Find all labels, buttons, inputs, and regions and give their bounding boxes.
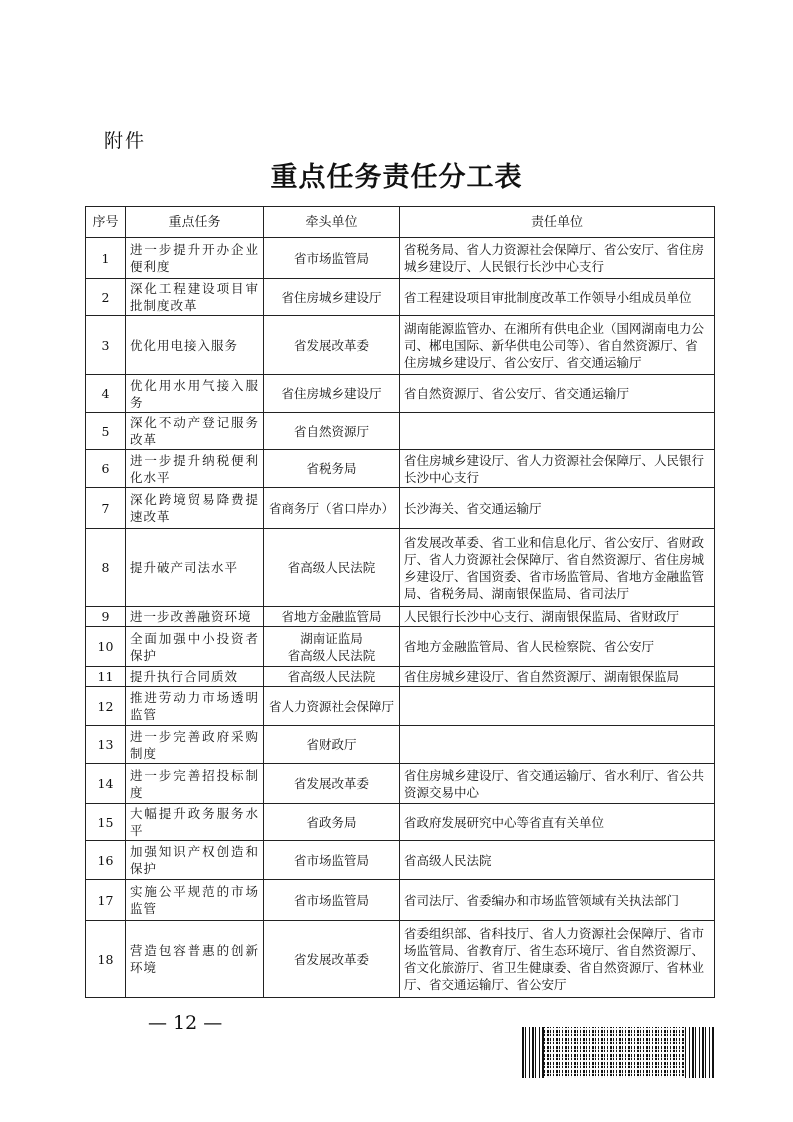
cell-responsible <box>400 413 715 450</box>
table-row <box>86 627 715 667</box>
cell-responsible: 湖南能源监管办、在湘所有供电企业（国网湖南电力公司、郴电国际、新华供电公司等）、省自然资源厅、省住房城乡建设厅、省公安厅、省交通运输厅 <box>400 316 715 375</box>
cell-task: 实施公平规范的市场监管 <box>126 880 264 921</box>
header-lead: 牵头单位 <box>264 207 400 238</box>
cell-task: 优化用水用气接入服务 <box>126 375 264 413</box>
table-row <box>86 238 715 279</box>
table-row <box>86 279 715 316</box>
cell-task: 全面加强中小投资者保护 <box>126 627 264 667</box>
cell-no: 12 <box>86 687 126 726</box>
cell-task: 提升破产司法水平 <box>126 529 264 607</box>
cell-lead: 省住房城乡建设厅 <box>264 279 400 316</box>
cell-task: 大幅提升政务服务水平 <box>126 804 264 841</box>
cell-no: 5 <box>86 413 126 450</box>
cell-task: 深化工程建设项目审批制度改革 <box>126 279 264 316</box>
cell-lead: 省政务局 <box>264 804 400 841</box>
cell-no: 14 <box>86 764 126 804</box>
cell-task: 营造包容普惠的创新环境 <box>126 921 264 998</box>
table-row <box>86 413 715 450</box>
barcode-pattern <box>544 1027 684 1078</box>
cell-lead: 省市场监管局 <box>264 238 400 279</box>
cell-responsible: 省工程建设项目审批制度改革工作领导小组成员单位 <box>400 279 715 316</box>
cell-responsible: 省高级人民法院 <box>400 841 715 880</box>
cell-responsible: 省住房城乡建设厅、省人力资源社会保障厅、人民银行长沙中心支行 <box>400 450 715 488</box>
cell-responsible: 长沙海关、省交通运输厅 <box>400 488 715 529</box>
cell-responsible: 省税务局、省人力资源社会保障厅、省公安厅、省住房城乡建设厅、人民银行长沙中心支行 <box>400 238 715 279</box>
cell-no: 1 <box>86 238 126 279</box>
cell-responsible: 省地方金融监管局、省人民检察院、省公安厅 <box>400 627 715 667</box>
table-row <box>86 488 715 529</box>
cell-task: 进一步改善融资环境 <box>126 607 264 627</box>
cell-no: 9 <box>86 607 126 627</box>
cell-lead: 省住房城乡建设厅 <box>264 375 400 413</box>
cell-no: 3 <box>86 316 126 375</box>
cell-no: 7 <box>86 488 126 529</box>
cell-lead <box>264 627 400 667</box>
page-title: 重点任务责任分工表 <box>270 162 523 193</box>
cell-task: 进一步完善政府采购制度 <box>126 726 264 764</box>
cell-lead: 省发展改革委 <box>264 764 400 804</box>
table-row <box>86 607 715 627</box>
cell-responsible <box>400 726 715 764</box>
cell-no: 8 <box>86 529 126 607</box>
cell-responsible: 省发展改革委、省工业和信息化厅、省公安厅、省财政厅、省人力资源社会保障厅、省自然资源厅、省住房城乡建设厅、省国资委、省市场监管局、省地方金融监管局、省税务局、湖南银保监局、省司法厅 <box>400 529 715 607</box>
table-row <box>86 316 715 375</box>
cell-task: 加强知识产权创造和保护 <box>126 841 264 880</box>
cell-task: 推进劳动力市场透明监管 <box>126 687 264 726</box>
header-responsible: 责任单位 <box>400 207 715 238</box>
cell-task: 深化跨境贸易降费提速改革 <box>126 488 264 529</box>
cell-no: 13 <box>86 726 126 764</box>
cell-no: 4 <box>86 375 126 413</box>
table-header-row <box>86 207 715 238</box>
table-row <box>86 529 715 607</box>
cell-lead: 省发展改革委 <box>264 316 400 375</box>
cell-responsible: 省住房城乡建设厅、省自然资源厅、湖南银保监局 <box>400 667 715 687</box>
cell-lead: 省税务局 <box>264 450 400 488</box>
table-row <box>86 726 715 764</box>
responsibility-table <box>85 206 715 998</box>
cell-task: 提升执行合同质效 <box>126 667 264 687</box>
table-row <box>86 764 715 804</box>
table-row <box>86 880 715 921</box>
cell-responsible: 省政府发展研究中心等省直有关单位 <box>400 804 715 841</box>
barcode-icon <box>522 1027 715 1078</box>
table-row <box>86 687 715 726</box>
cell-lead-line: 湖南证监局 <box>300 630 363 646</box>
table-row <box>86 375 715 413</box>
cell-no: 2 <box>86 279 126 316</box>
attachment-label: 附件 <box>104 130 147 152</box>
cell-lead-line: 省高级人民法院 <box>287 647 376 663</box>
cell-lead: 省市场监管局 <box>264 880 400 921</box>
cell-task: 优化用电接入服务 <box>126 316 264 375</box>
cell-lead: 省财政厅 <box>264 726 400 764</box>
cell-lead: 省自然资源厅 <box>264 413 400 450</box>
cell-no: 11 <box>86 667 126 687</box>
header-no: 序号 <box>86 207 126 238</box>
cell-task: 进一步完善招投标制度 <box>126 764 264 804</box>
cell-responsible: 省住房城乡建设厅、省交通运输厅、省水利厅、省公共资源交易中心 <box>400 764 715 804</box>
table-row <box>86 804 715 841</box>
cell-no: 18 <box>86 921 126 998</box>
cell-task: 进一步提升开办企业便利度 <box>126 238 264 279</box>
cell-lead: 省地方金融监管局 <box>264 607 400 627</box>
table-row <box>86 450 715 488</box>
cell-lead: 省发展改革委 <box>264 921 400 998</box>
cell-responsible: 省自然资源厅、省公安厅、省交通运输厅 <box>400 375 715 413</box>
cell-task: 进一步提升纳税便利化水平 <box>126 450 264 488</box>
cell-no: 15 <box>86 804 126 841</box>
header-task: 重点任务 <box>126 207 264 238</box>
cell-responsible: 人民银行长沙中心支行、湖南银保监局、省财政厅 <box>400 607 715 627</box>
table-row <box>86 921 715 998</box>
page-number: — 12 — <box>148 1012 223 1034</box>
table-row <box>86 667 715 687</box>
table-row <box>86 841 715 880</box>
cell-lead: 省市场监管局 <box>264 841 400 880</box>
cell-lead: 省高级人民法院 <box>264 667 400 687</box>
cell-no: 10 <box>86 627 126 667</box>
cell-no: 16 <box>86 841 126 880</box>
cell-responsible <box>400 687 715 726</box>
cell-task: 深化不动产登记服务改革 <box>126 413 264 450</box>
cell-lead: 省人力资源社会保障厅 <box>264 687 400 726</box>
cell-lead: 省高级人民法院 <box>264 529 400 607</box>
cell-no: 17 <box>86 880 126 921</box>
cell-lead: 省商务厅（省口岸办） <box>264 488 400 529</box>
cell-responsible: 省司法厅、省委编办和市场监管领域有关执法部门 <box>400 880 715 921</box>
cell-responsible: 省委组织部、省科技厅、省人力资源社会保障厅、省市场监管局、省教育厅、省生态环境厅、省自然资源厅、省文化旅游厅、省卫生健康委、省自然资源厅、省林业厅、省交通运输厅、省公安厅 <box>400 921 715 998</box>
cell-no: 6 <box>86 450 126 488</box>
